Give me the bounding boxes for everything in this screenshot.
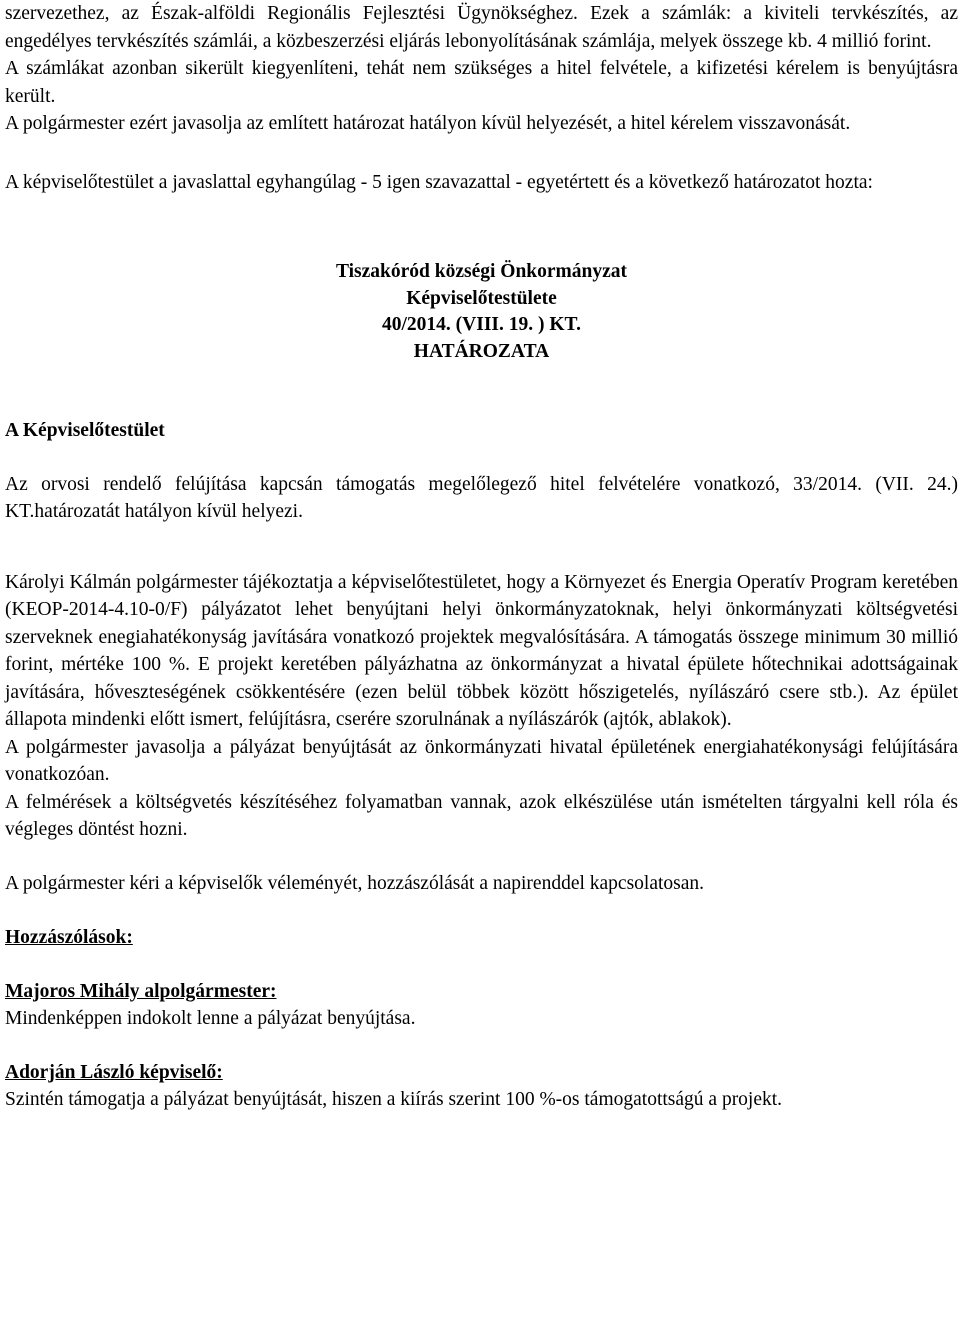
document-page (5, 0, 958, 1114)
speaker-name-adorjan: Adorján László képviselő: (5, 1061, 223, 1083)
paragraph-invoices: szervezethez, az Észak-alföldi Regionális Fejlesztési Ügynökséghez. Ezek a számlák: a kiviteli tervkészítés, az engedélyes tervkészítés számlái, a közbeszerzési eljárás lebonyolításának számlája, melyek összege kb. 4 millió forint. (5, 3, 958, 52)
resolution-issuer: Tiszakóród községi Önkormányzat (335, 261, 628, 282)
paragraph-vote: A képviselőtestület a javaslattal egyhangúlag - 5 igen szavazattal - egyetértett és a következő határozatot hozta: (5, 171, 873, 193)
resolution-header (5, 259, 958, 365)
paragraph-invoices-settled: A számlákat azonban sikerült kiegyenlíteni, tehát nem szükséges a hitel felvétele, a kifizetési kérelem is benyújtásra került. (5, 58, 958, 107)
paragraph-request-opinions: A polgármester kéri a képviselők véleményét, hozzászólását a napirenddel kapcsolatosan. (5, 872, 705, 894)
paragraph-mayor-proposal: A polgármester ezért javasolja az említett határozat hatályon kívül helyezését, a hitel kérelem visszavonását. (5, 113, 851, 134)
paragraph-mayor-recommends: A polgármester javasolja a pályázat benyújtását az önkormányzati hivatal épületének energiahatékonysági felújítására vonatkozóan. (5, 736, 958, 785)
paragraph-surveys: A felmérések a költségvetés készítéséhez folyamatban vannak, azok elkészülése után ismételten tárgyalni kell róla és végleges döntést hozni. (5, 791, 958, 840)
comments-heading: Hozzászólások: (5, 927, 133, 948)
resolution-title: HATÁROZATA (413, 340, 550, 362)
speaker-text-majoros: Mindenképpen indokolt lenne a pályázat benyújtása. (5, 1008, 416, 1029)
resolution-body: Képviselőtestülete (406, 287, 557, 309)
resolution-text: Az orvosi rendelő felújítása kapcsán támogatás megelőlegező hitel felvételére vonatkozó, 33/2014. (VII. 24.) KT.határozatát hatályon kívül helyezi. (5, 473, 958, 522)
paragraph-keop-info: Károlyi Kálmán polgármester tájékoztatja a képviselőtestületet, hogy a Környezet és Energia Operatív Program keretében (KEOP-2014-4.10-0/F) pályázatot lehet benyújtani helyi önkormányzatoknak, helyi önkormányzati költségvetési szerveknek enegiahatékonyság javítására vonatkozó projektek megvalósítására. A támogatás összege minimum 30 millió forint, mértéke 100 %. E projekt keretében pályázhatna az önkormányzat a hivatal épülete hőtechnikai adottságainak javítására, hőveszteségének csökkentésére (ezen belül többek között hőszigetelés, nyílászáró csere stb.). Az épület állapota mindenki előtt ismert, felújításra, cserére szorulnának a nyílászárók (ajtók, ablakok). (5, 571, 958, 730)
speaker-name-majoros: Majoros Mihály alpolgármester: (5, 980, 277, 1002)
resolution-subject-heading: A Képviselőtestület (5, 420, 165, 441)
resolution-number: 40/2014. (VIII. 19. ) KT. (382, 314, 581, 335)
speaker-text-adorjan: Szintén támogatja a pályázat benyújtását, hiszen a kiírás szerint 100 %-os támogatottságú a projekt. (5, 1089, 783, 1110)
